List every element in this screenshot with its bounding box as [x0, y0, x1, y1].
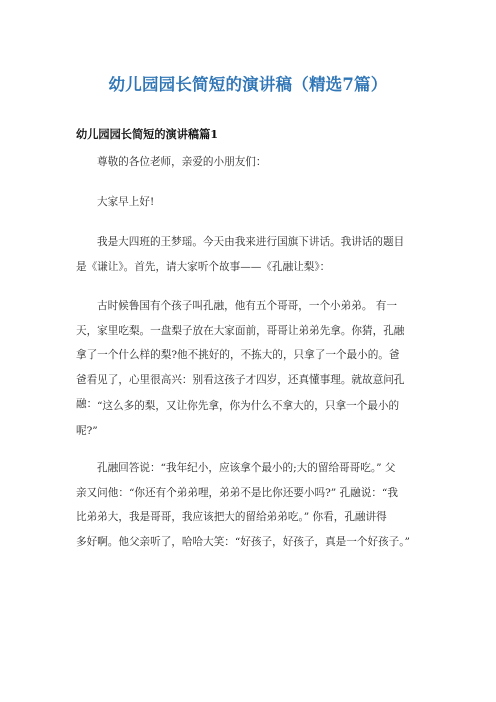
- paragraph-line: 天，家里吃梨。一盘梨子放在大家面前，哥哥让弟弟先拿。你猜，孔融: [76, 324, 405, 337]
- paragraph-line: 呢?”: [76, 424, 98, 437]
- paragraph-greeting: [76, 150, 421, 175]
- paragraph-line: 比弟弟大，我是哥哥，我应该把大的留给弟弟吃。” 你看，孔融讲得: [76, 511, 387, 524]
- paragraph-line: 爸看见了，心里很高兴：别看这孩子才四岁，还真懂事理。就故意问孔: [76, 373, 405, 386]
- paragraph-morning: [76, 190, 421, 215]
- paragraph-line: “这么多的梨，又让你先拿，你为什么不拿大的，只拿一个最小的: [97, 400, 400, 412]
- paragraph-line: 拿了一个什么样的梨?他不挑好的，不拣大的，只拿了一个最小的。爸: [76, 349, 400, 362]
- document-title: 幼儿园园长简短的演讲稿（精选7篇）: [108, 75, 388, 94]
- paragraph-answer: [76, 456, 421, 554]
- paragraph-line: 融：: [76, 398, 98, 411]
- paragraph-line: 孔融回答说：“我年纪小，应该拿个最小的;大的留给哥哥吃。” 父: [97, 462, 396, 474]
- paragraph-line: 是《谦让》。首先，请大家听个故事——《孔融让梨》：: [76, 260, 331, 273]
- section-heading: 幼儿园园长简短的演讲稿篇1: [76, 127, 219, 141]
- paragraph-line: 我是大四班的王梦瑶。今天由我来进行国旗下讲话。我讲话的题目: [97, 236, 405, 248]
- paragraph-line: 多好啊。他父亲听了，哈哈大笑：“好孩子，好孩子，真是一个好孩子。”: [76, 535, 410, 548]
- paragraph-line: 古时候鲁国有个孩子叫孔融，他有五个哥哥，一个小弟弟。 有一: [97, 300, 397, 312]
- paragraph-question: [76, 394, 421, 443]
- paragraph-intro: [76, 230, 421, 279]
- paragraph-line: 大家早上好!: [97, 196, 155, 208]
- paragraph-line: 亲又问他：“你还有个弟弟哩，弟弟不是比你还要小吗?” 孔融说：“我: [76, 486, 398, 499]
- paragraph-line: 尊敬的各位老师，亲爱的小朋友们：: [97, 156, 267, 168]
